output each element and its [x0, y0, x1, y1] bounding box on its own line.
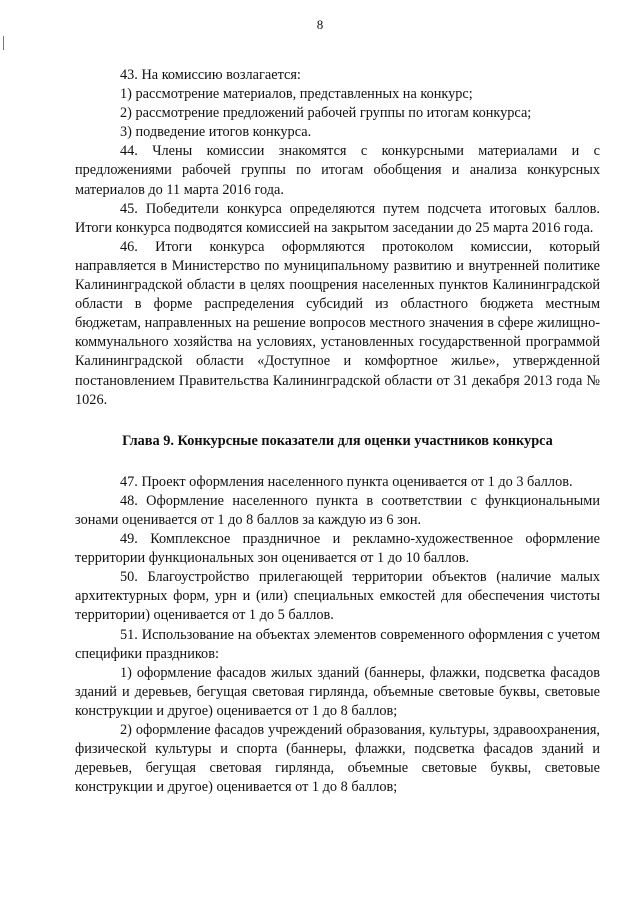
page-number: 8 — [316, 17, 324, 32]
paragraph-45: 45. Победители конкурса определяются путем подсчета итоговых баллов. Итоги конкурса подводятся комиссией на закрытом заседании до 25 марта 2016 года. — [75, 200, 600, 236]
document-body — [75, 66, 600, 797]
paragraph-48: 48. Оформление населенного пункта в соответствии с функциональными зонами оценивается от 1 до 8 баллов за каждую из 6 зон. — [75, 492, 600, 528]
paragraph-51: 51. Использование на объектах элементов современного оформления с учетом специфики праздников: — [75, 626, 600, 662]
paragraph-44: 44. Члены комиссии знакомятся с конкурсными материалами и с предложениями рабочей группы по итогам обобщения и анализа конкурсных материалов до 11 марта 2016 года. — [75, 143, 600, 198]
paragraph-51-item-1: 1) оформление фасадов жилых зданий (баннеры, флажки, подсветка фасадов зданий и деревьев, бегущая световая гирлянда, объемные световые буквы, световые конструкции и другое) оценивается от 1 до 8 баллов; — [75, 664, 600, 719]
paragraph-43-item-3: 3) подведение итогов конкурса. — [120, 124, 312, 141]
paragraph-46: 46. Итоги конкурса оформляются протоколом комиссии, который направляется в Министерство по муниципальному развитию и внутренней политике Калининградской области в целях поощрения населенных пунктов Калининградской области в форме распределения субсидий из областного бюджета местным бюджетам, направленных на решение вопросов местного значения в сфере жилищно-коммунального хозяйства на условиях, установленных государственной программой Калининградской области «Доступное и комфортное жилье», утвержденной постановлением Правительства Калининградской области от 31 декабря 2013 года № 1026. — [75, 238, 600, 408]
paragraph-51-item-2: 2) оформление фасадов учреждений образования, культуры, здравоохранения, физической культуры и спорта (баннеры, флажки, подсветка фасадов зданий и деревьев, бегущая световая гирлянда, объемные световые буквы, световые конструкции и другое) оценивается от 1 до 8 баллов; — [75, 722, 600, 796]
paragraph-43-item-2: 2) рассмотрение предложений рабочей группы по итогам конкурса; — [120, 105, 532, 122]
paragraph-43: 43. На комиссию возлагается: — [120, 67, 301, 83]
scan-edge-mark — [3, 36, 4, 50]
paragraph-50: 50. Благоустройство прилегающей территории объектов (наличие малых архитектурных форм, урн и (или) специальных емкостей для обеспечения чистоты территории) оценивается от 1 до 5 баллов. — [75, 569, 600, 624]
paragraph-43-item-1: 1) рассмотрение материалов, представленных на конкурс; — [120, 86, 473, 103]
chapter-9-heading: Глава 9. Конкурсные показатели для оценки участников конкурса — [122, 432, 553, 449]
paragraph-47: 47. Проект оформления населенного пункта оценивается от 1 до 3 баллов. — [120, 473, 573, 490]
paragraph-49: 49. Комплексное праздничное и рекламно-художественное оформление территории функциональных зон оценивается от 1 до 10 баллов. — [75, 531, 600, 567]
